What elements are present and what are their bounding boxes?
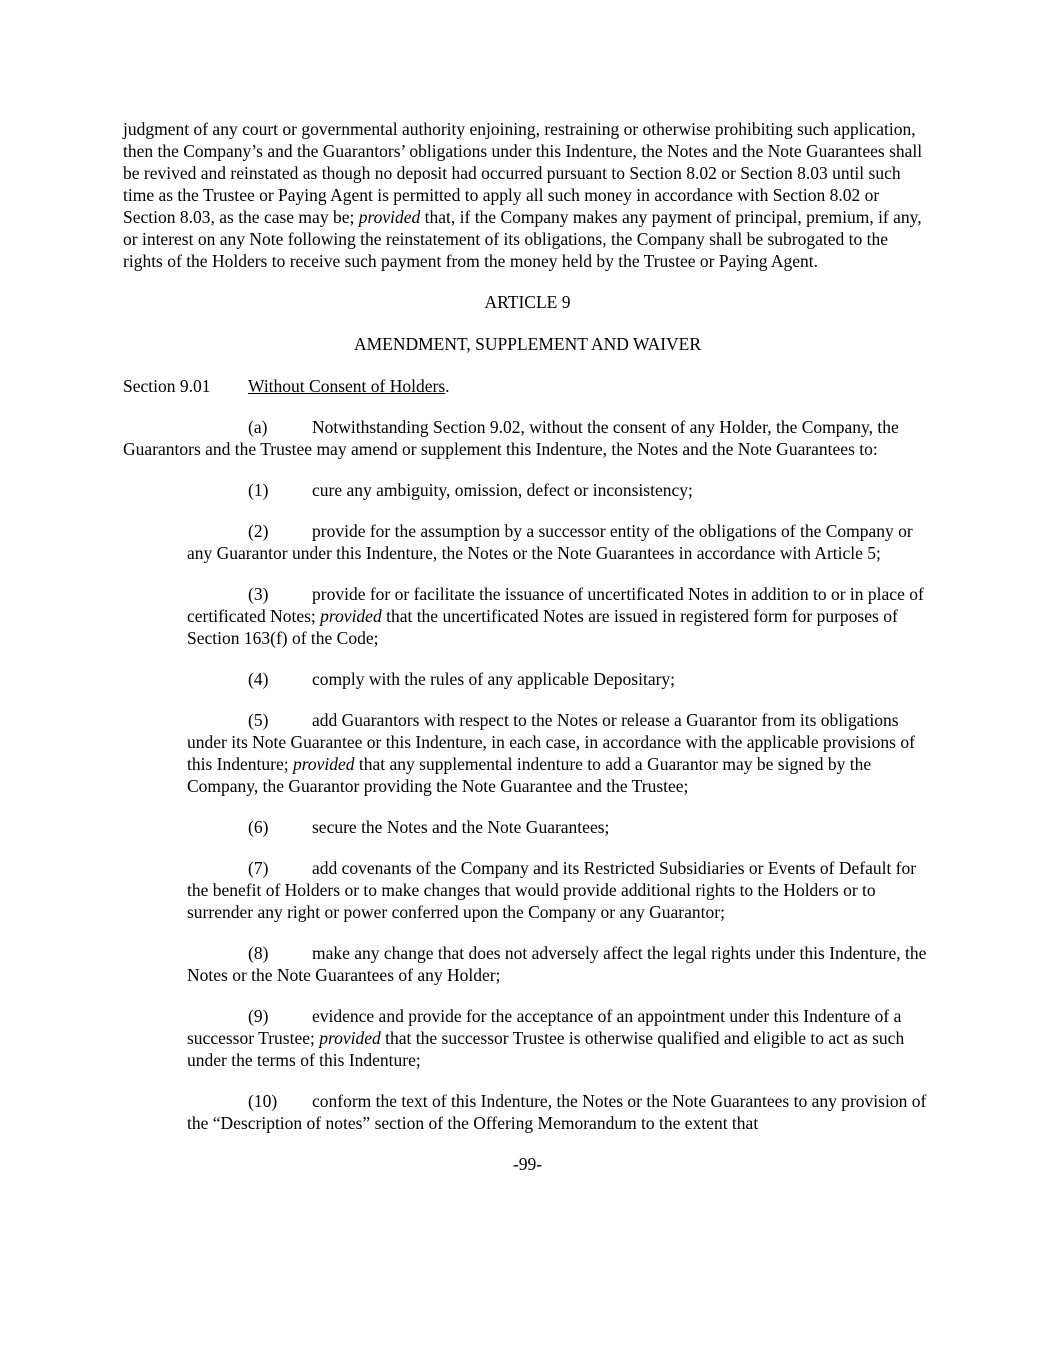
list-item-8-number: (8) — [248, 943, 269, 963]
list-item-6-text: secure the Notes and the Note Guarantees; — [312, 817, 610, 837]
list-item-8 — [187, 942, 932, 986]
list-item-2-number: (2) — [248, 521, 269, 541]
article-heading: ARTICLE 9 — [484, 292, 571, 312]
list-item-9-text-cont: that the successor Trustee is otherwise qualified and eligible to act as such under the terms of this Indenture; — [187, 1028, 905, 1070]
section-number: Section 9.01 — [123, 376, 211, 396]
list-item-5-text: add Guarantors with respect to the Notes or release a Guarantor from its obligations under its Note Guarantee or this Indenture, in each case, in accordance with the applicable provisions of this Indenture; — [187, 710, 915, 774]
list-item-5 — [187, 709, 932, 797]
paragraph-a-text: Notwithstanding Section 9.02, without the consent of any Holder, the Company, the Guarantors and the Trustee may amend or supplement this Indenture, the Notes and the Note Guarantees to: — [123, 417, 899, 459]
list-item-9 — [187, 1005, 932, 1071]
page-number: -99- — [512, 1154, 543, 1174]
list-item-9-text: evidence and provide for the acceptance of an appointment under this Indenture of a successor Trustee; — [187, 1006, 902, 1048]
provided-italic: provided — [292, 754, 355, 774]
list-item-4-number: (4) — [248, 669, 269, 689]
list-item-1-text: cure any ambiguity, omission, defect or inconsistency; — [312, 480, 693, 500]
list-item-10-text: conform the text of this Indenture, the Notes or the Note Guarantees to any provision of the “Description of notes” section of the Offering Memorandum to the extent that — [187, 1091, 927, 1133]
list-item-1-number: (1) — [248, 480, 269, 500]
list-item-2 — [187, 520, 932, 564]
list-item-4 — [187, 668, 932, 690]
section-title-period: . — [445, 376, 450, 396]
section-heading — [123, 375, 932, 397]
list-item-5-number: (5) — [248, 710, 269, 730]
list-item-7 — [187, 857, 932, 923]
provided-italic: provided — [320, 606, 382, 626]
list-item-10-number: (10) — [248, 1091, 278, 1111]
list-item-1 — [187, 479, 932, 501]
list-item-5-text-cont: that any supplemental indenture to add a Guarantor may be signed by the Company, the Guarantor providing the Note Guarantee and the Trustee; — [187, 754, 872, 796]
section-title: Without Consent of Holders — [248, 376, 446, 396]
list-item-2-text: provide for the assumption by a successor entity of the obligations of the Company or any Guarantor under this Indenture, the Notes or the Note Guarantees in accordance with Article 5; — [187, 521, 913, 563]
list-item-6 — [187, 816, 932, 838]
opening-paragraph-text-cont: that, if the Company makes any payment of principal, premium, if any, or interest on any Note following the reinstatement of its obligations, the Company shall be subrogated to the rights of the Holders to receive such payment from the money held by the Trustee or Paying Agent. — [123, 207, 922, 271]
list-item-3-text: provide for or facilitate the issuance of uncertificated Notes in addition to or in place of certificated Notes; — [187, 584, 924, 626]
paragraph-a-label: (a) — [248, 417, 268, 437]
list-item-6-number: (6) — [248, 817, 269, 837]
list-item-9-number: (9) — [248, 1006, 269, 1026]
list-item-10 — [187, 1090, 932, 1134]
list-item-3-text-cont: that the uncertificated Notes are issued in registered form for purposes of Section 163(f) of the Code; — [187, 606, 898, 648]
list-item-7-number: (7) — [248, 858, 269, 878]
opening-paragraph — [123, 118, 932, 272]
provided-italic: provided — [319, 1028, 381, 1048]
list-item-3-number: (3) — [248, 584, 269, 604]
article-title: AMENDMENT, SUPPLEMENT AND WAIVER — [353, 334, 702, 354]
list-item-4-text: comply with the rules of any applicable Depositary; — [312, 669, 676, 689]
paragraph-a — [123, 416, 932, 460]
list-item-7-text: add covenants of the Company and its Restricted Subsidiaries or Events of Default for the benefit of Holders or to make changes that would provide additional rights to the Holders or to surrender any right or power conferred upon the Company or any Guarantor; — [187, 858, 917, 922]
list-item-8-text: make any change that does not adversely affect the legal rights under this Indenture, the Notes or the Note Guarantees of any Holder; — [187, 943, 927, 985]
provided-italic: provided — [358, 207, 421, 227]
opening-paragraph-text: judgment of any court or governmental authority enjoining, restraining or otherwise prohibiting such application, then the Company’s and the Guarantors’ obligations under this Indenture, the Notes and the Note Guarantees shall be revived and reinstated as though no deposit had occurred pursuant to Section 8.02 or Section 8.03 until such time as the Trustee or Paying Agent is permitted to apply all such money in accordance with Section 8.02 or Section 8.03, as the case may be; — [123, 119, 923, 227]
list-item-3 — [187, 583, 932, 649]
